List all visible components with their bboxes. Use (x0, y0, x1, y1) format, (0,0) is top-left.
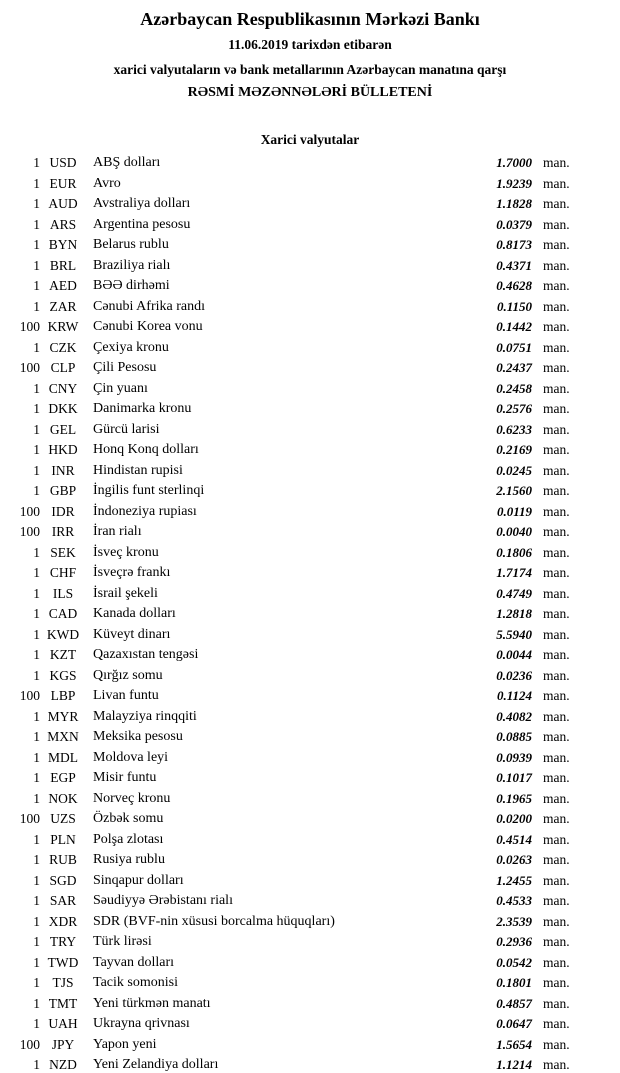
row-unit: man. (543, 995, 570, 1011)
table-row (0, 297, 582, 318)
table-row (0, 174, 582, 195)
row-currency-code: LBP (50, 688, 76, 703)
row-rate: 0.4533 (496, 893, 532, 908)
table-row (0, 379, 582, 400)
row-quantity: 1 (33, 647, 40, 662)
row-unit: man. (543, 155, 570, 170)
row-quantity: 1 (33, 893, 40, 908)
row-currency-name: İsrail şekeli (93, 585, 158, 601)
table-row (0, 912, 582, 933)
row-rate: 0.1806 (496, 544, 532, 560)
row-rate: 0.8173 (496, 237, 532, 252)
row-currency-name: Ukrayna qrivnası (93, 1016, 190, 1031)
row-rate: 0.0263 (496, 852, 532, 867)
row-quantity: 1 (33, 749, 40, 765)
row-rate: 0.4749 (496, 585, 532, 601)
row-currency-name: Yeni Zelandiya dolları (93, 1057, 219, 1072)
row-quantity: 1 (33, 401, 40, 416)
row-currency-name: Yapon yeni (93, 1036, 157, 1052)
row-quantity: 1 (33, 339, 40, 355)
row-currency-code: SEK (50, 544, 76, 560)
row-rate: 0.0379 (496, 216, 532, 232)
row-currency-code: ILS (52, 585, 74, 601)
row-currency-name: ABŞ dolları (93, 155, 161, 170)
row-currency-code: SGD (49, 872, 77, 888)
row-unit: man. (543, 442, 570, 457)
row-unit: man. (543, 462, 570, 478)
table-row (0, 317, 582, 338)
row-currency-name: Belarus rublu (93, 237, 169, 252)
row-rate: 0.0236 (496, 667, 532, 683)
row-currency-name: Tacik somonisi (93, 975, 178, 990)
row-quantity: 1 (33, 298, 40, 314)
row-currency-code: IRR (51, 524, 75, 539)
row-currency-name: SDR (BVF-nin xüsusi borcalma hüquqları) (93, 913, 335, 929)
row-currency-name: Tayvan dolları (93, 954, 175, 970)
row-quantity: 100 (19, 1036, 40, 1052)
row-unit: man. (543, 319, 570, 334)
row-rate: 0.0040 (496, 524, 532, 539)
row-rate: 1.7174 (496, 565, 532, 580)
table-row (0, 666, 582, 687)
row-quantity: 1 (33, 175, 40, 191)
table-row (0, 850, 582, 871)
row-quantity: 1 (33, 565, 40, 580)
row-currency-name: Çexiya kronu (93, 339, 169, 355)
row-unit: man. (543, 790, 570, 806)
row-currency-code: AUD (48, 196, 78, 211)
row-currency-code: TMT (48, 995, 78, 1011)
row-unit: man. (543, 1016, 570, 1031)
row-currency-name: Kanada dolları (93, 606, 176, 621)
row-unit: man. (543, 1057, 570, 1072)
row-currency-code: EUR (49, 175, 77, 191)
table-row (0, 973, 582, 994)
row-unit: man. (543, 913, 570, 929)
table-row (0, 645, 582, 666)
row-quantity: 1 (33, 216, 40, 232)
row-currency-code: CLP (50, 360, 76, 375)
row-currency-code: IDR (51, 503, 75, 519)
row-rate: 0.1150 (496, 298, 532, 314)
row-unit: man. (543, 1036, 570, 1052)
table-row (0, 707, 582, 728)
row-rate: 0.2458 (496, 380, 532, 396)
row-currency-name: İran rialı (93, 524, 142, 539)
row-unit: man. (543, 667, 570, 683)
table-row (0, 809, 582, 830)
row-currency-code: DKK (48, 401, 78, 416)
row-unit: man. (543, 544, 570, 560)
table-row (0, 1035, 582, 1056)
row-rate: 0.4628 (496, 278, 532, 293)
row-currency-code: ARS (49, 216, 77, 232)
row-unit: man. (543, 852, 570, 867)
row-unit: man. (543, 278, 570, 293)
row-currency-name: Qırğız somu (93, 667, 163, 683)
table-row (0, 604, 582, 625)
row-currency-name: İndoneziya rupiası (93, 503, 197, 519)
table-row (0, 994, 582, 1015)
row-currency-code: KZT (49, 647, 77, 662)
effective-date-line: 11.06.2019 tarixdən etibarən (228, 37, 392, 52)
row-currency-name: Meksika pesosu (93, 729, 183, 744)
row-rate: 1.5654 (496, 1036, 532, 1052)
row-rate: 0.0647 (496, 1016, 532, 1031)
table-row (0, 358, 582, 379)
row-unit: man. (543, 585, 570, 601)
row-unit: man. (543, 975, 570, 990)
table-row (0, 584, 582, 605)
row-currency-name: Cənubi Korea vonu (93, 319, 203, 334)
row-currency-code: GBP (49, 483, 77, 498)
row-currency-code: TJS (52, 975, 74, 990)
row-rate: 0.4514 (496, 831, 532, 847)
row-unit: man. (543, 831, 570, 847)
row-quantity: 1 (33, 442, 40, 457)
row-currency-name: Sinqapur dolları (93, 872, 184, 888)
document-subtitle: xarici valyutaların və bank metallarının Azərbaycan manatına qarşı (113, 62, 507, 77)
row-currency-code: TRY (49, 934, 77, 949)
row-unit: man. (543, 872, 570, 888)
row-currency-code: HKD (48, 442, 78, 457)
row-quantity: 100 (19, 360, 40, 375)
row-rate: 2.3539 (496, 913, 532, 929)
row-currency-name: Qazaxıstan tengəsi (93, 647, 199, 662)
table-row (0, 768, 582, 789)
row-unit: man. (543, 339, 570, 355)
row-unit: man. (543, 708, 570, 724)
row-quantity: 1 (33, 729, 40, 744)
row-currency-name: Danimarka kronu (93, 401, 192, 416)
row-currency-name: Türk lirəsi (93, 934, 152, 949)
table-row (0, 440, 582, 461)
row-rate: 0.1124 (496, 688, 532, 703)
row-quantity: 1 (33, 872, 40, 888)
row-currency-code: XDR (48, 913, 78, 929)
table-row (0, 1055, 582, 1073)
row-currency-name: İsveçrə frankı (93, 565, 171, 580)
table-row (0, 953, 582, 974)
row-unit: man. (543, 257, 570, 273)
row-currency-code: UAH (48, 1016, 78, 1031)
row-rate: 0.4082 (496, 708, 532, 724)
table-row (0, 748, 582, 769)
row-quantity: 1 (33, 790, 40, 806)
row-currency-code: MDL (48, 749, 78, 765)
row-currency-name: Çin yuanı (93, 380, 148, 396)
row-quantity: 1 (33, 954, 40, 970)
row-currency-code: UZS (50, 811, 76, 826)
rates-table-body (0, 153, 620, 1073)
row-currency-code: GEL (49, 421, 77, 437)
row-quantity: 1 (33, 585, 40, 601)
row-rate: 5.5940 (496, 626, 532, 642)
row-unit: man. (543, 749, 570, 765)
row-quantity: 1 (33, 913, 40, 929)
row-quantity: 1 (33, 237, 40, 252)
row-rate: 0.2169 (496, 442, 532, 457)
table-row (0, 686, 582, 707)
table-row (0, 256, 582, 277)
table-row (0, 420, 582, 441)
table-row (0, 563, 582, 584)
row-quantity: 1 (33, 462, 40, 478)
table-row (0, 235, 582, 256)
row-currency-code: RUB (49, 852, 77, 867)
row-currency-name: Yeni türkmən manatı (93, 995, 211, 1011)
row-rate: 0.4371 (496, 257, 532, 273)
row-unit: man. (543, 483, 570, 498)
row-currency-name: Gürcü larisi (93, 421, 160, 437)
row-quantity: 1 (33, 708, 40, 724)
row-currency-name: Hindistan rupisi (93, 462, 183, 478)
row-unit: man. (543, 360, 570, 375)
row-quantity: 1 (33, 1057, 40, 1072)
table-row (0, 727, 582, 748)
row-unit: man. (543, 954, 570, 970)
row-quantity: 100 (19, 319, 40, 334)
table-row (0, 481, 582, 502)
table-row (0, 522, 582, 543)
table-row (0, 1014, 582, 1035)
row-rate: 0.1801 (496, 975, 532, 990)
row-rate: 0.0751 (496, 339, 532, 355)
row-quantity: 1 (33, 626, 40, 642)
row-currency-name: Səudiyyə Ərəbistanı rialı (93, 893, 233, 908)
row-unit: man. (543, 626, 570, 642)
row-currency-code: INR (51, 462, 75, 478)
row-currency-code: CAD (48, 606, 78, 621)
row-currency-name: Honq Konq dolları (93, 442, 199, 457)
row-currency-code: TWD (47, 954, 79, 970)
row-unit: man. (543, 934, 570, 949)
row-currency-code: MXN (47, 729, 79, 744)
row-rate: 1.9239 (496, 175, 532, 191)
row-currency-name: Braziliya rialı (93, 257, 171, 273)
row-currency-name: Polşa zlotası (93, 831, 164, 847)
row-unit: man. (543, 770, 570, 785)
row-quantity: 100 (19, 503, 40, 519)
row-rate: 0.0245 (496, 462, 532, 478)
row-currency-code: BRL (49, 257, 77, 273)
row-rate: 0.2437 (496, 360, 532, 375)
row-currency-code: JPY (51, 1036, 75, 1052)
table-row (0, 276, 582, 297)
row-currency-name: Avstraliya dolları (93, 196, 191, 211)
row-quantity: 1 (33, 770, 40, 785)
row-quantity: 1 (33, 831, 40, 847)
row-currency-name: Rusiya rublu (93, 852, 165, 867)
row-unit: man. (543, 380, 570, 396)
table-row (0, 932, 582, 953)
row-currency-name: İsveç kronu (93, 544, 159, 560)
table-row (0, 399, 582, 420)
row-rate: 1.7000 (496, 155, 532, 170)
row-rate: 0.0542 (496, 954, 532, 970)
table-row (0, 871, 582, 892)
table-row (0, 215, 582, 236)
row-currency-code: NZD (49, 1057, 77, 1072)
row-quantity: 1 (33, 934, 40, 949)
row-currency-name: Özbək somu (93, 811, 164, 826)
document-header (0, 0, 620, 101)
row-unit: man. (543, 421, 570, 437)
row-currency-code: CHF (49, 565, 77, 580)
row-currency-name: Çili Pesosu (93, 360, 157, 375)
table-row (0, 789, 582, 810)
row-currency-code: ZAR (49, 298, 77, 314)
row-quantity: 1 (33, 421, 40, 437)
row-quantity: 1 (33, 257, 40, 273)
row-quantity: 1 (33, 975, 40, 990)
row-quantity: 1 (33, 852, 40, 867)
row-unit: man. (543, 606, 570, 621)
row-rate: 0.0885 (496, 729, 532, 744)
row-unit: man. (543, 175, 570, 191)
row-rate: 0.0044 (496, 647, 532, 662)
row-rate: 0.2576 (496, 401, 532, 416)
row-rate: 0.1965 (496, 790, 532, 806)
row-currency-code: AED (49, 278, 77, 293)
row-rate: 0.4857 (496, 995, 532, 1011)
row-currency-code: MYR (47, 708, 79, 724)
row-rate: 1.1828 (496, 196, 532, 211)
row-currency-name: Norveç kronu (93, 790, 171, 806)
table-row (0, 830, 582, 851)
row-rate: 1.2455 (496, 872, 532, 888)
row-quantity: 1 (33, 196, 40, 211)
row-rate: 0.0119 (496, 503, 532, 519)
row-unit: man. (543, 401, 570, 416)
row-currency-name: Cənubi Afrika randı (93, 298, 205, 314)
row-rate: 0.0200 (496, 811, 532, 826)
row-unit: man. (543, 811, 570, 826)
row-rate: 0.2936 (496, 934, 532, 949)
row-unit: man. (543, 298, 570, 314)
row-rate: 2.1560 (496, 483, 532, 498)
row-currency-name: Moldova leyi (93, 749, 169, 765)
row-unit: man. (543, 893, 570, 908)
row-quantity: 1 (33, 1016, 40, 1031)
table-row (0, 543, 582, 564)
table-row (0, 891, 582, 912)
row-currency-code: SAR (49, 893, 77, 908)
row-unit: man. (543, 565, 570, 580)
row-quantity: 100 (19, 811, 40, 826)
row-quantity: 1 (33, 278, 40, 293)
row-rate: 0.6233 (496, 421, 532, 437)
row-unit: man. (543, 237, 570, 252)
row-currency-code: EGP (50, 770, 76, 785)
row-quantity: 1 (33, 380, 40, 396)
table-row (0, 194, 582, 215)
table-row (0, 502, 582, 523)
row-currency-name: Küveyt dinarı (93, 626, 171, 642)
row-currency-name: İngilis funt sterlinqi (93, 483, 205, 498)
row-unit: man. (543, 503, 570, 519)
row-unit: man. (543, 647, 570, 662)
row-quantity: 100 (19, 688, 40, 703)
table-row (0, 153, 582, 174)
row-quantity: 1 (33, 995, 40, 1011)
row-currency-name: Malayziya rinqqiti (93, 708, 197, 724)
row-unit: man. (543, 524, 570, 539)
table-row (0, 338, 582, 359)
row-currency-code: USD (49, 155, 77, 170)
row-currency-name: Misir funtu (93, 770, 157, 785)
row-quantity: 1 (33, 606, 40, 621)
row-currency-code: PLN (50, 831, 76, 847)
row-rate: 0.0939 (496, 749, 532, 765)
row-currency-code: NOK (48, 790, 78, 806)
row-rate: 0.1442 (496, 319, 532, 334)
row-quantity: 1 (33, 483, 40, 498)
row-unit: man. (543, 688, 570, 703)
row-quantity: 100 (19, 524, 40, 539)
row-currency-code: BYN (48, 237, 78, 252)
row-unit: man. (543, 216, 570, 232)
row-currency-name: Argentina pesosu (93, 216, 191, 232)
row-rate: 1.1214 (496, 1057, 532, 1072)
row-currency-code: KWD (46, 626, 80, 642)
row-currency-code: KRW (47, 319, 79, 334)
table-row (0, 625, 582, 646)
section-title-foreign-currencies: Xarici valyutalar (260, 132, 360, 147)
row-rate: 1.2818 (496, 606, 532, 621)
row-quantity: 1 (33, 667, 40, 683)
row-currency-code: CZK (49, 339, 77, 355)
row-currency-name: Avro (93, 175, 121, 191)
row-unit: man. (543, 729, 570, 744)
bulletin-title: RƏSMİ MƏZƏNNƏLƏRİ BÜLLETENİ (187, 85, 433, 100)
row-currency-code: CNY (48, 380, 78, 396)
row-unit: man. (543, 196, 570, 211)
row-quantity: 1 (33, 155, 40, 170)
row-currency-code: KGS (49, 667, 77, 683)
table-row (0, 461, 582, 482)
row-currency-name: Livan funtu (93, 688, 159, 703)
row-currency-name: BƏƏ dirhəmi (93, 278, 170, 293)
row-quantity: 1 (33, 544, 40, 560)
page-title: Azərbaycan Respublikasının Mərkəzi Bankı (140, 9, 480, 29)
row-rate: 0.1017 (496, 770, 532, 785)
